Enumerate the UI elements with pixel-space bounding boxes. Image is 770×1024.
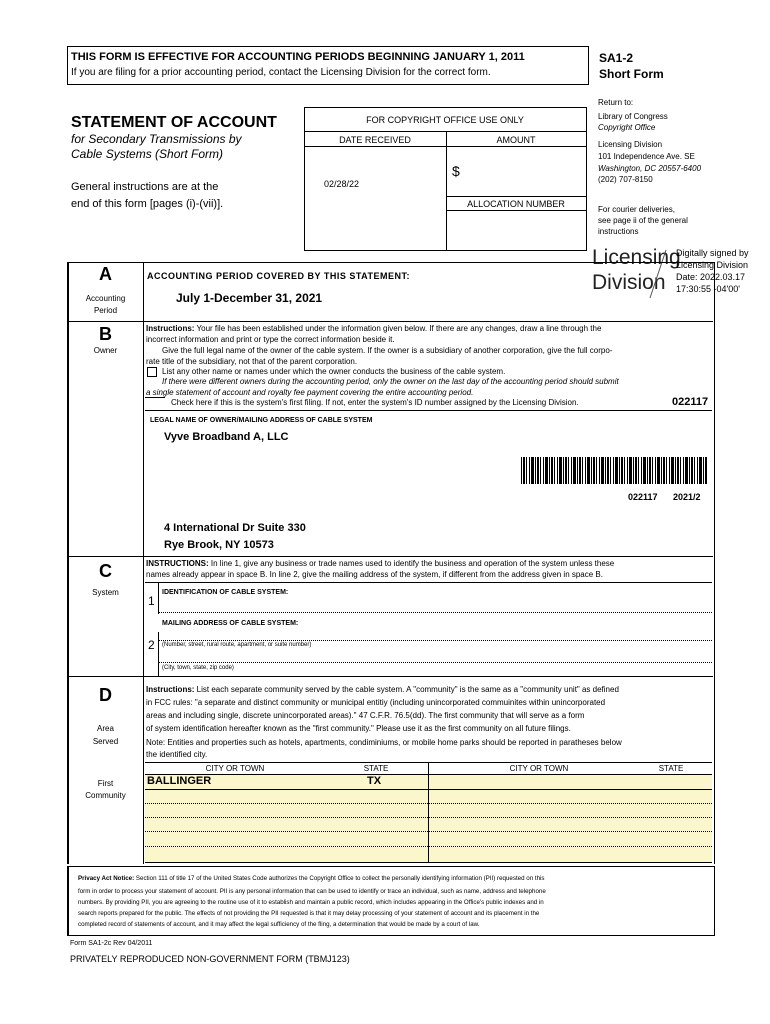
section-a-name-2: Period bbox=[93, 306, 118, 315]
return-copyright-office: Copyright Office bbox=[598, 123, 656, 132]
date-received-value: 02/28/22 bbox=[324, 179, 360, 189]
office-divider-1 bbox=[304, 131, 586, 132]
office-divider-2 bbox=[304, 146, 586, 147]
return-city: Washington, DC 20557-6400 bbox=[598, 164, 702, 173]
section-d-note-2: the identified city. bbox=[146, 750, 208, 759]
section-b-letter: B bbox=[99, 324, 112, 344]
accounting-period-value[interactable]: July 1-December 31, 2021 bbox=[176, 291, 323, 305]
section-b-instr-7: a single statement of account and royalty fee payment covering the entire accounting period. bbox=[146, 388, 474, 397]
system-id-number[interactable]: 022117 bbox=[672, 396, 709, 408]
barcode-period: 2021/2 bbox=[673, 492, 701, 502]
section-c-instr-2: names already appear in space B. In line 2, give the mailing address of the system, if different from the address given in space B. bbox=[146, 570, 603, 579]
section-c-instr-rule bbox=[145, 582, 712, 583]
section-a-name-1: Accounting bbox=[85, 294, 126, 303]
mailing-street-field[interactable] bbox=[159, 640, 712, 641]
return-phone: (202) 707-8150 bbox=[598, 175, 653, 184]
line-1-rule bbox=[158, 583, 159, 614]
general-instructions-1: General instructions are at the bbox=[71, 181, 219, 193]
legal-name-label: LEGAL NAME OF OWNER/MAILING ADDRESS OF CABLE SYSTEM bbox=[150, 417, 373, 424]
return-library: Library of Congress bbox=[598, 112, 668, 121]
section-d-instr-2: in FCC rules: "a separate and distinct community or municipal entitiy (including unincorporated commuinites within unincorporated bbox=[146, 698, 606, 707]
section-b-instr-1-text: Your file has been established under the information given below. If there are any changes, draw a line through the bbox=[194, 324, 602, 333]
cable-id-field[interactable] bbox=[159, 612, 712, 613]
community-fill-right bbox=[429, 774, 712, 862]
statement-title: STATEMENT OF ACCOUNT bbox=[71, 114, 277, 131]
digital-sign-2: Licensing Division bbox=[676, 260, 749, 270]
section-d-name-1: Area bbox=[97, 724, 114, 733]
street-hint: (Number, street, rural route, apartment, or suite number) bbox=[162, 642, 312, 648]
section-d-letter: D bbox=[99, 685, 112, 705]
community-table-bottom bbox=[145, 862, 712, 863]
first-community-rule bbox=[145, 789, 712, 790]
col-state-2: STATE bbox=[658, 764, 684, 773]
office-divider-3 bbox=[446, 196, 586, 197]
city-hint: (City, town, state, zip code) bbox=[162, 665, 234, 671]
divider-a-b bbox=[67, 321, 713, 322]
section-d-instr-1-text: List each separate community served by the cable system. A "community" is the same as a "community unit" as defined bbox=[194, 685, 619, 694]
privacy-line-1-text: Section 111 of title 17 of the United States Code authorizes the Copyright Office to collect the personally identifying information (PII) requested on this bbox=[134, 875, 545, 882]
community-row-2[interactable] bbox=[145, 803, 712, 804]
col-city-1: CITY OR TOWN bbox=[205, 764, 265, 773]
cable-id-label: IDENTIFICATION OF CABLE SYSTEM: bbox=[162, 589, 289, 596]
divider-c-d bbox=[67, 676, 713, 677]
line-2-number: 2 bbox=[148, 638, 155, 652]
section-b-instr-8: Check here if this is the system's first filing. If not, enter the system's ID number assigned by the Licensing Division. bbox=[171, 398, 579, 407]
owner-name[interactable]: Vyve Broadband A, LLC bbox=[164, 431, 289, 443]
digital-sign-4: 17:30:55 -04'00' bbox=[676, 284, 740, 294]
effective-notice: THIS FORM IS EFFECTIVE FOR ACCOUNTING PERIODS BEGINNING JANUARY 1, 2011 bbox=[71, 51, 525, 63]
return-street: 101 Independence Ave. SE bbox=[598, 152, 695, 161]
section-b-instr-6: If there were different owners during the accounting period, only the owner on the last day of the accounting period should submit bbox=[162, 377, 619, 386]
accounting-period-heading: ACCOUNTING PERIOD COVERED BY THIS STATEMENT: bbox=[147, 271, 411, 281]
courier-note-1: For courier deliveries, bbox=[598, 205, 675, 214]
section-c-instr-bold: INSTRUCTIONS: bbox=[146, 559, 209, 568]
privacy-line-1 bbox=[78, 875, 545, 882]
return-licensing: Licensing Division bbox=[598, 140, 663, 149]
signature-name-1: Licensing bbox=[592, 246, 681, 269]
community-row-3[interactable] bbox=[145, 817, 712, 818]
section-d-instr-4: of system identification hereafter known as the "first community." Please use it as the first community on all future filings. bbox=[146, 724, 571, 733]
section-c-letter: C bbox=[99, 561, 112, 581]
mailing-city-field[interactable] bbox=[159, 662, 712, 663]
section-b-instr-1 bbox=[146, 324, 601, 333]
first-community-label-1: First bbox=[97, 779, 114, 788]
section-d-instr-bold: Instructions: bbox=[146, 685, 195, 694]
privacy-bold: Privacy Act Notice: bbox=[78, 875, 135, 882]
section-d-instr-1 bbox=[146, 685, 619, 694]
signature-name-2: Division bbox=[592, 271, 666, 294]
allocation-number-label: ALLOCATION NUMBER bbox=[467, 199, 565, 209]
community-row-4[interactable] bbox=[145, 831, 712, 832]
digital-sign-3: Date: 2022.03.17 bbox=[676, 272, 746, 282]
privacy-line-5: completed record of statements of account, and it may affect the legal sufficiency of the fling, a determination that would be made by a court of law. bbox=[78, 921, 480, 928]
first-filing-line bbox=[145, 397, 165, 398]
letter-column-divider bbox=[143, 262, 144, 864]
general-instructions-2: end of this form [pages (i)-(vii)]. bbox=[71, 198, 224, 210]
section-a-letter: A bbox=[99, 264, 112, 284]
community-vrule-1 bbox=[428, 762, 429, 863]
section-b-instr-3: Give the full legal name of the owner of the cable system. If the owner is a subsidiary of another corporation, give the full corpo- bbox=[162, 346, 613, 355]
dollar-sign: $ bbox=[452, 163, 460, 179]
statement-subtitle-2: Cable Systems (Short Form) bbox=[71, 147, 224, 161]
community-fill-left bbox=[145, 774, 428, 862]
section-b-name: Owner bbox=[93, 346, 118, 355]
other-names-checkbox[interactable] bbox=[147, 367, 157, 377]
col-state-1: STATE bbox=[363, 764, 389, 773]
line-1-number: 1 bbox=[148, 594, 155, 608]
courier-note-3: instructions bbox=[598, 227, 639, 236]
section-b-instr-bold: Instructions: bbox=[146, 324, 195, 333]
prior-period-notice: If you are filing for a prior accounting period, contact the Licensing Division for the correct form. bbox=[71, 67, 491, 78]
line-2-rule bbox=[158, 632, 159, 676]
courier-note-2: see page ii of the general bbox=[598, 216, 688, 225]
section-d-instr-3: areas and including single, discrete unincorporated areas)." 47 C.F.R. 76.5(dd). The first community that will serve as a form bbox=[146, 711, 585, 720]
statement-subtitle-1: for Secondary Transmissions by bbox=[71, 132, 242, 146]
section-c-instr-1-text: In line 1, give any business or trade names used to identify the business and operation of the system unless these bbox=[208, 559, 615, 568]
date-received-label: DATE RECEIVED bbox=[339, 135, 411, 145]
privacy-line-2: form in order to process your statement of account. PII is any personal information that can be used to identify or trace an individual, such as name, address and telephone bbox=[78, 888, 546, 895]
office-divider-4 bbox=[446, 210, 586, 211]
section-b-instr-5: List any other name or names under which the owner conducts the business of the cable system. bbox=[162, 367, 506, 376]
private-reproduction-notice: PRIVATELY REPRODUCED NON-GOVERNMENT FORM (TBMJ123) bbox=[70, 954, 350, 964]
mailing-address-label: MAILING ADDRESS OF CABLE SYSTEM: bbox=[162, 620, 299, 627]
privacy-line-3: numbers. By providing PII, you are agreeing to the routine use of it to establish and maintain a public record, which includes appearing in the Office's public indexes and in bbox=[78, 899, 544, 906]
form-type: Short Form bbox=[599, 67, 664, 81]
owner-address-2[interactable]: Rye Brook, NY 10573 bbox=[164, 539, 274, 551]
office-use-heading: FOR COPYRIGHT OFFICE USE ONLY bbox=[366, 115, 524, 125]
section-c-name: System bbox=[92, 588, 119, 597]
barcode-system-id: 022117 bbox=[628, 492, 658, 502]
first-community-state[interactable]: TX bbox=[367, 775, 382, 787]
section-c-instr-1 bbox=[146, 559, 614, 568]
barcode bbox=[521, 457, 707, 484]
col-city-2: CITY OR TOWN bbox=[509, 764, 569, 773]
form-id: SA1-2 bbox=[599, 51, 634, 65]
digital-sign-1: Digitally signed by bbox=[676, 248, 749, 258]
first-community-city[interactable]: BALLINGER bbox=[147, 775, 212, 787]
section-d-name-2: Served bbox=[92, 737, 119, 746]
first-community-label-2: Community bbox=[85, 791, 126, 800]
section-d-note-1: Note: Entities and properties such as hotels, apartments, condiminiums, or mobile home parks should be reported in paratheses below bbox=[146, 738, 622, 747]
divider-b-c bbox=[67, 556, 713, 557]
section-b-instr-2: incorrect information and print or type the correct information beside it. bbox=[146, 335, 395, 344]
amount-label: AMOUNT bbox=[496, 135, 536, 145]
privacy-line-4: search reports prepared for the public. The effects of not providing the PII requested is that it may delay processing of your statement of account and its placement in the bbox=[78, 910, 540, 917]
owner-address-1[interactable]: 4 International Dr Suite 330 bbox=[164, 522, 306, 534]
return-to-label: Return to: bbox=[598, 98, 634, 107]
system-id-rule bbox=[145, 410, 712, 411]
office-vdivider bbox=[446, 131, 447, 250]
section-b-instr-4: rate title of the subsidiary, not that of the parent corporation. bbox=[146, 357, 358, 366]
community-row-5[interactable] bbox=[145, 846, 712, 847]
form-revision: Form SA1-2c Rev 04/2011 bbox=[70, 940, 153, 947]
